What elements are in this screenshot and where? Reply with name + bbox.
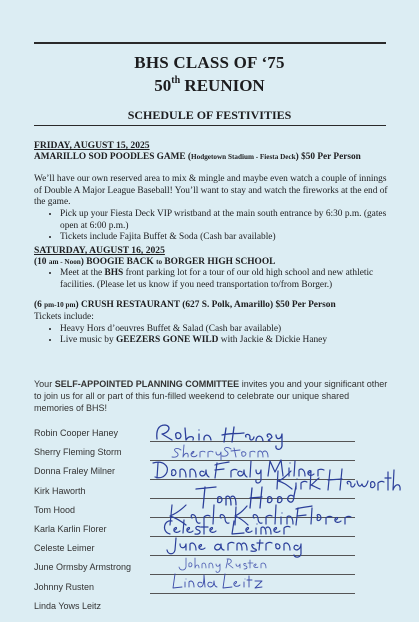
signature-robin-haney bbox=[157, 425, 282, 449]
member-name: Linda Yows Leitz bbox=[34, 600, 102, 611]
schedule-subtitle: SCHEDULE OF FESTIVITIES bbox=[127, 108, 292, 122]
signature-sherry-storm bbox=[172, 445, 268, 460]
signature-tom-hood bbox=[196, 486, 296, 508]
member-name: Karla Karlin Florer bbox=[34, 523, 107, 534]
invitation-end: invites you and your significant other to join us for all or part of this fun-filled weekend to celebrate our unique shared memories of BHS! bbox=[34, 379, 388, 413]
member-name: Robin Cooper Haney bbox=[34, 428, 119, 438]
member-name: Sherry Fleming Storm bbox=[34, 447, 122, 458]
invitation-start: Your bbox=[34, 379, 55, 389]
committee-name: SELF-APPOINTED PLANNING COMMITTEE bbox=[54, 379, 240, 389]
event2-bullet-end: with Jackie & Dickie Haney bbox=[218, 335, 328, 346]
event2-time-open: (6 bbox=[34, 300, 45, 311]
event2-time: pm-10 pm bbox=[44, 301, 76, 310]
friday-event-name: AMARILLO SOD POODLES GAME ( bbox=[34, 151, 192, 162]
friday-bullet-2: • Tickets include Fajita Buffet & Soda (Cash bar available) bbox=[60, 232, 390, 244]
page-title: BHS CLASS OF ‘75 bbox=[134, 53, 285, 72]
saturday-event2-bullet-1: • Heavy Hors d’oeuvres Buffet & Salad (Cash bar available) bbox=[60, 324, 390, 336]
member-name: Tom Hood bbox=[34, 504, 76, 515]
event1-to: to bbox=[156, 257, 163, 266]
member-name: Johnny Rusten bbox=[34, 581, 95, 592]
reunion-number: 50 bbox=[154, 76, 172, 95]
member-name: June Ormsby Armstrong bbox=[34, 562, 132, 573]
friday-event-price: ) $50 Per Person bbox=[295, 151, 361, 162]
event1-time: am - Noon bbox=[48, 257, 81, 266]
signature-celeste-leimer bbox=[164, 520, 290, 534]
reunion-ordinal: th bbox=[171, 75, 181, 86]
saturday-event2-intro: Tickets include: bbox=[34, 311, 94, 322]
event1-bullet-start: Meet at the bbox=[60, 268, 105, 279]
signature-johnny-rusten bbox=[179, 558, 266, 572]
signature-june-armstrong bbox=[167, 538, 301, 557]
friday-event-location: Hodgetown Stadium - Fiesta Deck bbox=[191, 152, 296, 161]
saturday-heading: SATURDAY, AUGUST 16, 2025 bbox=[34, 245, 165, 256]
signature-donna-milner bbox=[153, 460, 324, 483]
event1-time-open: (10 bbox=[34, 256, 49, 267]
event2-bullet-start: Live music by bbox=[60, 335, 116, 346]
reunion-word: REUNION bbox=[180, 76, 265, 95]
event1-bullet-bhs: BHS bbox=[104, 268, 124, 279]
member-name: Donna Fraley Milner bbox=[34, 466, 116, 477]
member-name: Kirk Haworth bbox=[34, 485, 86, 496]
signature-linda-leitz bbox=[173, 574, 262, 588]
friday-description: We’ll have our own reserved area to mix & mingle and maybe even watch a couple of innings of Double A Major League Baseball! You’ll want to stay and watch the fireworks at the end of the game. bbox=[34, 174, 388, 208]
event1-place: BORGER HIGH SCHOOL bbox=[162, 256, 276, 267]
member-name: Celeste Leimer bbox=[34, 543, 95, 554]
event1-bullet-end: front parking lot for a tour of our old high school and new athletic facilities. (Please let us know if you need transportation to/from Borger.) bbox=[60, 268, 374, 290]
friday-heading: FRIDAY, AUGUST 15, 2025 bbox=[34, 140, 150, 151]
friday-bullet-1: • Pick up your Fiesta Deck VIP wristband at the main south entrance by 6:30 p.m. (gates open at 6:00 p.m.) bbox=[60, 209, 390, 232]
event1-name: ) BOOGIE BACK bbox=[80, 256, 157, 267]
band-name: GEEZERS GONE WILD bbox=[115, 335, 219, 346]
event2-name: ) CRUSH RESTAURANT (627 S. Polk, Amarillo) $50 Per Person bbox=[75, 300, 336, 311]
